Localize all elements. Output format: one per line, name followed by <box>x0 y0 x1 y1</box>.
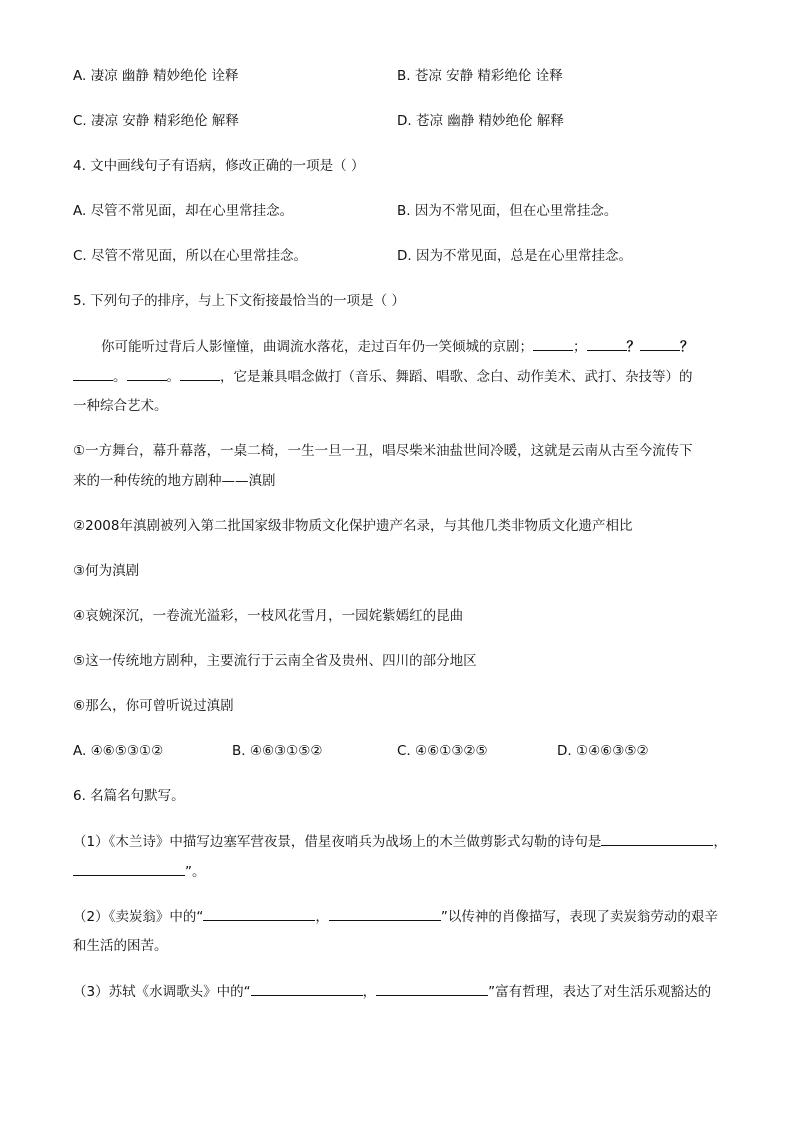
q5-sentence-2: ②2008年滇剧被列入第二批国家级非物质文化保护遗产名录，与其他几类非物质文化遗产相比 <box>73 518 633 534</box>
period: 。 <box>166 369 180 385</box>
semicolon: ； <box>573 339 587 355</box>
q5-sentence-5: ⑤这一传统地方剧种，主要流行于云南全省及贵州、四川的部分地区 <box>73 653 477 669</box>
q5-option-a: A. ④⑥⑤③①② <box>73 743 164 759</box>
question-mark: ？ <box>680 339 694 355</box>
q5-stem: 5. 下列句子的排序，与上下文衔接最恰当的一项是（ ） <box>73 293 405 309</box>
blank[interactable] <box>640 336 680 351</box>
q5-sentence-6: ⑥那么，你可曾听说过滇剧 <box>73 698 234 714</box>
blank[interactable] <box>601 831 713 846</box>
q5-sentence-1b: 来的一种传统的地方剧种——滇剧 <box>73 473 276 489</box>
q4-option-b: B. 因为不常见面，但在心里常挂念。 <box>397 203 618 219</box>
blank[interactable] <box>587 336 627 351</box>
blank[interactable] <box>127 366 167 381</box>
q4-stem: 4. 文中画线句子有语病，修改正确的一项是（ ） <box>73 158 365 174</box>
q3-option-d: D. 苍凉 幽静 精妙绝伦 解释 <box>397 113 564 129</box>
q5-passage-tail: ，它是兼具唱念做打（音乐、舞蹈、唱歌、念白、动作美术、武打、杂技等）的 <box>220 369 693 385</box>
q5-passage-line1 <box>101 336 694 357</box>
blank[interactable] <box>203 906 315 921</box>
blank[interactable] <box>180 366 220 381</box>
period: 。 <box>113 369 127 385</box>
q5-sentence-4: ④哀婉深沉，一卷流光溢彩，一枝风花雪月，一园姹紫嫣红的昆曲 <box>73 608 464 624</box>
q5-passage-start: 你可能听过背后人影憧憧，曲调流水落花，走过百年仍一笑倾城的京剧； <box>101 339 533 355</box>
q6-part1-line1 <box>73 831 727 852</box>
question-mark: ？ <box>626 339 640 355</box>
q5-passage-end: 一种综合艺术。 <box>73 398 168 414</box>
comma: ， <box>315 909 329 925</box>
q5-passage-line2 <box>73 366 693 387</box>
q5-option-c: C. ④⑥①③②⑤ <box>397 743 488 759</box>
q4-option-a: A. 尽管不常见面，却在心里常挂念。 <box>73 203 294 219</box>
q6-part2-text: （2）《卖炭翁》中的“ <box>73 909 204 925</box>
q6-stem: 6. 名篇名句默写。 <box>73 788 185 804</box>
q6-part1-end: ”。 <box>185 864 206 880</box>
q6-part3-text: （3）苏轼《水调歌头》中的“ <box>73 984 251 1000</box>
blank[interactable] <box>533 336 573 351</box>
blank[interactable] <box>73 861 185 876</box>
q5-option-d: D. ①④⑥③⑤② <box>557 743 649 759</box>
q6-part3-line1 <box>73 981 711 1002</box>
q6-part2-line1 <box>73 906 718 927</box>
q6-part3-tail: ”富有哲理，表达了对生活乐观豁达的 <box>488 984 712 1000</box>
q3-option-c: C. 凄凉 安静 精彩绝伦 解释 <box>73 113 239 129</box>
blank[interactable] <box>73 366 113 381</box>
comma: ， <box>713 834 727 850</box>
q5-sentence-3: ③何为滇剧 <box>73 563 140 579</box>
q5-sentence-1a: ①一方舞台，幕升幕落，一桌二椅，一生一旦一丑，唱尽柴米油盐世间冷暖，这就是云南从古至今流传下 <box>73 443 693 459</box>
comma: ， <box>362 984 377 1000</box>
q3-option-a: A. 凄凉 幽静 精妙绝伦 诠释 <box>73 68 239 84</box>
q6-part2-line2: 和生活的困苦。 <box>73 938 168 954</box>
q6-part1-text: （1）《木兰诗》中描写边塞军营夜景，借星夜哨兵为战场上的木兰做剪影式勾勒的诗句是 <box>73 834 602 850</box>
q3-option-b: B. 苍凉 安静 精彩绝伦 诠释 <box>397 68 563 84</box>
q6-part1-line2 <box>73 861 206 882</box>
q4-option-d: D. 因为不常见面，总是在心里常挂念。 <box>397 248 632 264</box>
q5-option-b: B. ④⑥③①⑤② <box>232 743 323 759</box>
q6-part2-tail: ”以传神的肖像描写，表现了卖炭翁劳动的艰辛 <box>440 909 718 925</box>
q4-option-c: C. 尽管不常见面，所以在心里常挂念。 <box>73 248 308 264</box>
blank[interactable] <box>376 981 488 996</box>
blank[interactable] <box>251 981 363 996</box>
blank[interactable] <box>329 906 441 921</box>
